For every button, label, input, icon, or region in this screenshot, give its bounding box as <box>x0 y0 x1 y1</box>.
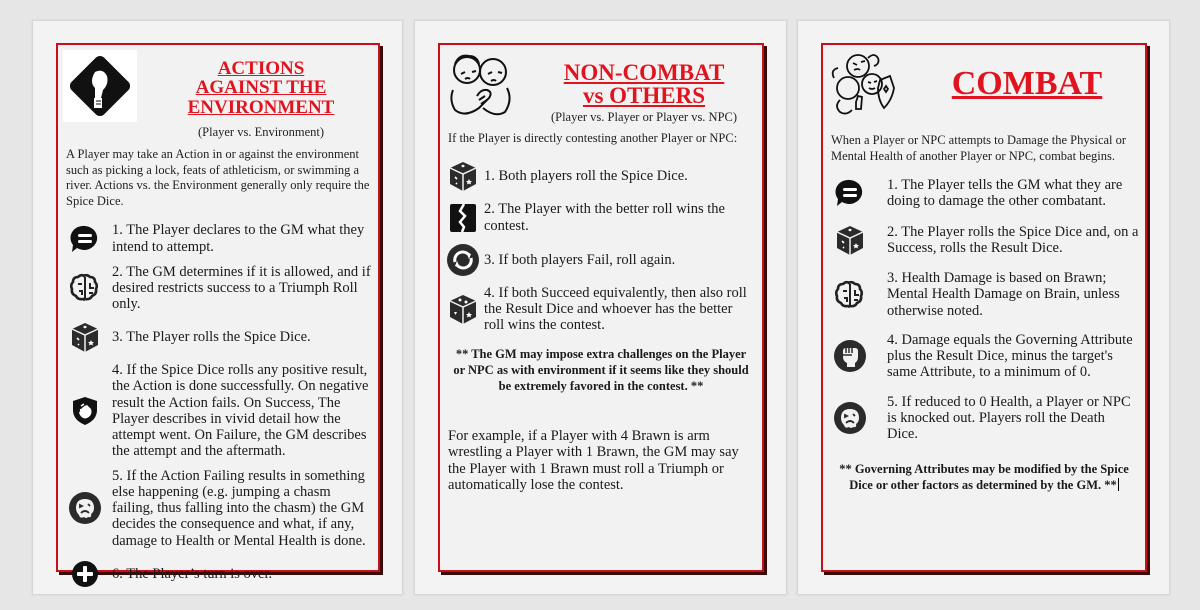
dice-icon <box>446 292 480 326</box>
crack-icon <box>446 201 480 235</box>
gm-note[interactable] <box>823 462 1145 493</box>
step-text: 5. If the Action Failing results in something else happening (e.g. jumping a chasm failing, thus falling into the chasm) the GM decides the consequence and what, if any, damage to Health or Mental Health is done. <box>112 467 366 549</box>
title-line: ACTIONS <box>217 58 305 79</box>
step-text: 2. The Player with the better roll wins the contest. <box>484 201 725 234</box>
card-header <box>440 45 762 143</box>
page-subtitle: (Player vs. Environment) <box>197 125 324 139</box>
title-line: vs OTHERS <box>582 83 706 109</box>
step-text: 2. The Player rolls the Spice Dice and, on a Success, rolls the Result Dice. <box>887 224 1139 257</box>
intro-paragraph: A Player may take an Action in or against the environment such as picking a lock, feats of athleticism, or swimming a river. Actions vs. the Environment generally only require the Spice Dice. <box>66 147 370 208</box>
step-text: 4. If the Spice Dice rolls any positive result, the Action is done successfully. On negative result the Action fails. On Success, The Player describes in vivid detail how the attempt went. On Failure, the GM describes the attempt and the aftermath. <box>112 362 369 460</box>
step-text: 4. Damage equals the Governing Attribute plus the Result Dice, minus the target's same Attribute, to a minimum of 0. <box>887 331 1133 381</box>
step-text: 6. The Player’s turn is over. <box>112 565 273 582</box>
steps-list <box>823 176 1145 442</box>
speech-bubble-icon <box>68 222 102 256</box>
steps-list <box>440 159 762 334</box>
step-text: 1. The Player declares to the GM what they intend to attempt. <box>112 222 365 255</box>
page-non-combat-vs-others <box>414 20 787 595</box>
intro-paragraph: When a Player or NPC attempts to Damage the Physical or Mental Health of another Player or NPC, combat begins. <box>831 133 1127 163</box>
gm-note: ** The GM may impose extra challenges on the Player or NPC as with environment if it seems like they should be extremely favored in the contest. ** <box>453 347 749 393</box>
list-item <box>440 243 762 277</box>
fist-icon <box>833 339 867 373</box>
step-text: 2. The GM determines if it is allowed, and if desired restricts success to a Triumph Roll only. <box>112 263 371 312</box>
list-item <box>58 264 378 313</box>
example-paragraph: For example, if a Player with 4 Brawn is arm wrestling a Player with 1 Brawn, the GM may say the Player with 1 Brawn must roll a Triumph or automatically lose the contest. <box>448 428 739 493</box>
hand-climbing-icon <box>63 50 137 122</box>
dice-icon <box>446 159 480 193</box>
list-item <box>58 222 378 256</box>
rules-card <box>56 43 380 582</box>
plus-circle-icon <box>68 557 102 591</box>
page-combat <box>797 20 1170 595</box>
step-text: 5. If reduced to 0 Health, a Player or NPC is knocked out. Players roll the Death Dice. <box>887 393 1131 443</box>
page-title <box>530 61 758 108</box>
page-actions-against-environment <box>32 20 403 595</box>
step-text: 4. If both Succeed equivalently, then also roll the Result Dice and whoever has the better roll wins the contest. <box>484 284 747 334</box>
title-line: ENVIRONMENT <box>187 96 335 118</box>
brain-icon <box>68 271 102 305</box>
speech-bubble-icon <box>833 176 867 210</box>
page-title <box>913 67 1141 102</box>
step-text: 1. Both players roll the Spice Dice. <box>484 167 688 184</box>
list-item <box>58 320 378 354</box>
step-text: 1. The Player tells the GM what they are doing to damage the other combatant. <box>887 177 1123 210</box>
page-subtitle: (Player vs. Player or Player vs. NPC) <box>550 110 738 124</box>
list-item <box>823 176 1145 210</box>
list-item <box>823 394 1145 443</box>
shield-handshake-icon <box>68 394 102 428</box>
list-item <box>823 270 1145 319</box>
step-text: 3. Health Damage is based on Brawn; Mental Health Damage on Brain, unless otherwise noted. <box>887 270 1120 319</box>
list-item <box>58 468 378 549</box>
dice-icon <box>68 320 102 354</box>
refresh-icon <box>446 243 480 277</box>
card-header <box>58 45 378 143</box>
step-text: 3. The Player rolls the Spice Dice. <box>112 329 311 346</box>
step-text: 3. If both players Fail, roll again. <box>484 251 676 268</box>
brain-icon <box>833 278 867 312</box>
page-title <box>148 59 374 117</box>
list-item <box>823 332 1145 381</box>
list-item <box>823 223 1145 257</box>
list-item <box>58 557 378 591</box>
steps-list <box>58 222 378 591</box>
card-header <box>823 45 1145 143</box>
sad-face-icon <box>68 491 102 525</box>
rules-card <box>821 43 1147 572</box>
title-line: AGAINST THE <box>195 77 327 99</box>
dice-icon <box>833 223 867 257</box>
gm-note-text: ** Governing Attributes may be modified by the Spice Dice or other factors as determined by the GM. ** <box>839 462 1129 492</box>
brawl-icon <box>828 50 902 122</box>
list-item <box>58 362 378 459</box>
rules-card <box>438 43 764 572</box>
title-line: NON-COMBAT <box>563 60 725 85</box>
intro-paragraph: If the Player is directly contesting another Player or NPC: <box>448 131 738 145</box>
list-item <box>440 201 762 235</box>
list-item <box>440 285 762 334</box>
list-item <box>440 159 762 193</box>
sad-face-icon <box>833 401 867 435</box>
title-line: COMBAT <box>951 65 1103 102</box>
arm-wrestling-icon <box>445 50 519 122</box>
text-cursor <box>1118 478 1119 491</box>
